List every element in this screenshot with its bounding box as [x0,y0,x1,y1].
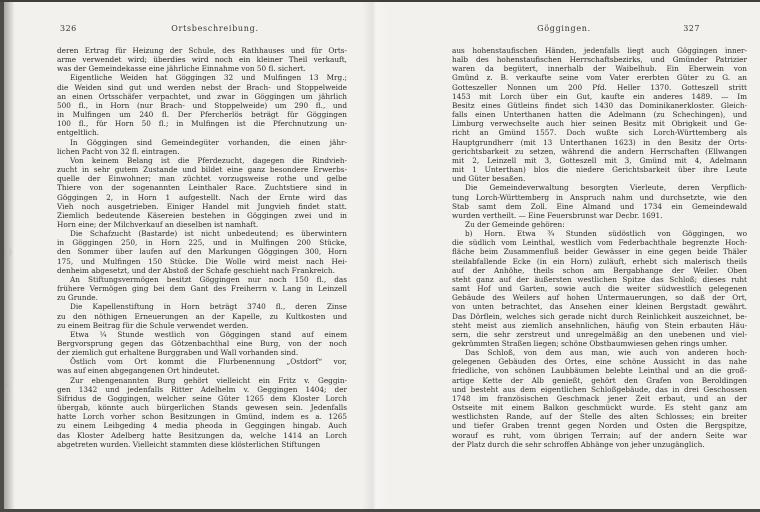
text-line: Eigentliche Weiden hat Göggingen 32 und Mulfingen 13 Mrg.; [70,73,347,83]
text-line: von unten betrachtet, das Ansehen einer kleinen Bergstadt gewährt. [452,302,747,312]
text-line: gelegenen Gebäuden des Ortes, eine schöne Aussicht in das nahe [452,357,747,367]
text-line: Bergvorsprung gegen das Götzenbachthal eine Burg, von der noch [57,339,347,348]
text-line: denheim abgesetzt, und der Abstoß der Schafe geschieht nach Frankreich. [57,265,335,275]
text-line: entgeltlich. [57,128,99,138]
text-line: lichen Pacht von 32 fl. eintragen. [57,146,180,156]
text-line: friedliche, von schönen Laubbäumen belebte Leinthal und an die groß- [452,366,747,376]
text-line: der ziemlich gut erhaltene Burggraben und Wall vorhanden sind. [57,348,299,358]
text-line: Thiere von der sogenannten Leinthaler Race. Zuchtstiere sind in [57,183,347,193]
text-line: 175, und Mulfingen 150 Stücke. Die Wolle wird meist nach Hei- [57,256,347,266]
text-line: Gebäude des Weilers auf hohen Untermauerungen, so daß der Ort, [452,293,747,303]
text-line: deren Ertrag für Heizung der Schule, des Rathhauses und für Orts- [57,46,347,55]
text-line: Das Dörflein, welches sich gerade nicht durch Reinlichkeit auszeichnet, be- [452,311,747,321]
text-line: waren da begütert, innerhalb der Waibelhub. Ein Eberwein von [452,64,747,74]
text-line: zucht in sehr gutem Zustande und bildet eine ganz besondere Erwerbs- [57,165,347,175]
text-line: frühere Vermögen ging bei dem Gant des Freiherrn v. Lang in Leinzell [57,284,347,294]
text-line: zu einem Leibgeding 4 media pheoda in Geggingen hingab. Auch [57,421,347,431]
text-line: auf der Anhöhe, theils schon am Bergabhange der Weiler. Oben [452,265,747,275]
text-line: Die Schafzucht (Bastarde) ist nicht unbedeutend; es überwintern [70,229,347,239]
text-line: die südlich vom Leinthal, westlich vom Federbachthale begrenzte Hoch- [452,238,747,248]
text-line: tung Lorch-Württemberg in Anspruch nahm und durchsetzte, wie den [452,192,747,202]
text-line: halb des hohenstaufischen Herrschaftsbezirks, und Gmünder Patrizier [452,55,747,65]
text-line: und besteht aus dem eigentlichen Schloßgebäude, das in drei Geschossen [452,384,747,394]
text-line: die Weiden sind gut und werden nebst der Brach- und Stoppelweide [57,82,347,92]
page-number-right: 327 [683,24,700,33]
text-line: Zur ebengenannten Burg gehört vielleicht ein Fritz v. Geggin- [70,375,347,385]
text-line: Hauptgrundherr (mit 13 Unterthanen 1623) in den Besitz der Orts- [452,137,747,147]
text-line: Ostseite mit einem Balkon geschmückt wurde. Es steht ganz am [452,403,747,413]
text-line: steht meist aus ziemlich ansehnlichen, häufig von Stein erbauten Häu- [452,320,747,330]
text-line: Sifridus de Goggingen, welcher seine Güter 1265 dem Kloster Lorch [57,393,347,403]
text-line: in Göggingen 250, in Horn 225, und in Mulfingen 200 Stücke, [57,238,347,248]
page-gutter-shadow [362,2,388,509]
text-line: fläche beim Zusammenfluß beider Gewässer in eine gegen beide Thäler [452,247,747,257]
text-line: 1453 mit Lorch über ein Gut, kaufte ein anderes 1489. — Im [452,91,747,101]
text-line: zu Grunde. [57,293,98,303]
text-line: was der Gemeindekasse eine jährliche Einnahme von 50 fl. sichert. [57,64,306,74]
text-line: 500 fl., in Horn (nur Brach- und Stoppelweide) um 290 fl., und [57,100,347,110]
text-line: Gmünd z. B. verkaufte seine vom Vater ererbten Güter zu G. an [452,73,747,83]
text-line: an einen Ortsschäfer verpachtet, und zwar in Göggingen um jährlich [57,91,347,101]
text-line: steilabfallende Ecke (in ein Horn) zuläuft, erhebt sich malerisch theils [452,256,747,266]
text-line: den Sommer über laufen auf den Markungen Göggingen 300, Horn [57,247,347,257]
text-line: Zu der Gemeinde gehören: [465,219,565,229]
text-line: gen 1342 und jedenfalls Ritter Adelhelm v. Geggingen 1404; der [57,384,347,394]
text-line: Göggingen 2, in Horn 1 aufgestellt. Nach der Ernte wird das [57,192,347,202]
text-line: samt Hof und Garten, sowie auch die weiter südwestlich gelegenen [452,284,747,294]
text-line: arme verwendet wird; überdies wird noch ein kleiner Theil verkauft, [57,55,347,65]
page-text-left [57,46,347,449]
scan-edge-top [0,0,760,2]
text-line: mit 2, Leinzell mit 3, Gotteszell mit 3, Gmünd mit 4, Adelmann [452,155,747,165]
text-line: und Güter besaßen. [452,174,526,184]
text-line: falls einen Unterthanen hatten die Adelmann (zu Schechingen), und [452,110,747,120]
scan-smudge [7,248,12,256]
text-line: Stab samt dem Zoll. Eine Almand und 1734 ein Gemeindewald [452,201,747,211]
text-line: Die Kapellenstiftung in Horn beträgt 3740 fl., deren Zinse [70,302,347,312]
scan-edge-left-light [4,0,14,512]
text-line: gerichtsbarkeit zu setzen, während die andern Herrschaften (Ellwangen [452,146,747,156]
text-line: Ziemlich bedeutende Käsereien bestehen in Göggingen zwei und in [57,210,347,220]
page-header-left [60,24,370,35]
scan-smudge [6,388,10,394]
text-line: der Platz durch die sehr schroffen Abhänge von jeher unzugänglich. [452,439,705,449]
text-line: und tiefer Graben trennt gegen Norden und Osten die Bergspitze, [452,421,747,431]
running-title-right: Göggingen. [537,24,591,33]
text-line: hatte Lorch vorher schon Besitzungen in Gmünd, indem es a. 1265 [57,412,347,422]
scan-edge-left-dark [0,0,4,512]
text-line: in Mulfingen um 240 fl. Der Pfercherlös beträgt für Göggingen [57,110,347,120]
page-header-right [428,24,700,35]
text-line: übergab, könnte auch bürgerlichen Stands gewesen sein. Jedenfalls [57,403,347,413]
page-number-left: 326 [60,24,77,33]
running-title-left: Ortsbeschreibung. [171,24,259,33]
text-line: aus hohenstaufischen Händen, jedenfalls liegt auch Göggingen inner- [452,46,747,55]
text-line: abgetreten wurden. Vielleicht stammten diese klösterlichen Stiftungen [57,439,321,449]
text-line: was auf einen abgegangenen Ort hindeutet. [57,366,220,376]
text-line: mit 1 Unterthan) blos die niedere Gerichtsbarkeit über ihre Leute [452,165,747,175]
page-text-right [452,46,747,449]
text-line: Von keinem Belang ist die Pferdezucht, dagegen die Rindvieh- [70,155,347,165]
text-line: artige Kette der Alb genießt, gehört den Grafen von Beroldingen [452,375,747,385]
text-line: sern, die sehr zerstreut und unregelmäßig an den unebenen und viel- [452,329,747,339]
text-line: westlichsten Rande, auf der Stelle des alten Schlosses; ein breiter [452,412,747,422]
text-line: Besitz eines Gütleins findet sich 1430 das Dominikanerkloster. Gleich- [452,100,747,110]
text-line: An Stiftungsvermögen besitzt Göggingen nur noch 150 fl., das [70,274,347,284]
text-line: richt an Gmünd 1557. Doch wußte sich Lorch-Württemberg als [452,128,747,138]
text-line: 1748 im französischen Geschmack jener Zeit erbaut, und an der [452,393,747,403]
text-line: b) Horn. Etwa ¾ Stunden südöstlich von Göggingen, wo [465,229,747,239]
text-line: Die Gemeindeverwaltung besorgten Vierleute, deren Verpflich- [465,183,747,193]
text-line: quelle der Einwohner; man züchtet vorzugsweise rothe und gelbe [57,174,347,184]
text-line: Das Schloß, von dem aus man, wie auch von anderen hoch- [465,348,747,358]
text-line: wurden vertheilt. — Eine Feuersbrunst war Decbr. 1691. [452,210,663,220]
text-line: In Göggingen sind Gemeindegüter vorhanden, die einen jähr- [70,137,347,147]
text-line: das Kloster Adelberg hatte Besitzungen da, welche 1414 an Lorch [57,430,347,440]
text-line: gekrümmten Straßen liegen; schöne Obstbaumwiesen gehen rings umher. [452,339,728,348]
text-line: zu den nöthigen Erneuerungen an der Kapelle, zu Kultkosten und [57,311,347,321]
text-line: zu einem Beitrag für die Schule verwendet werden. [57,320,249,330]
text-line: Gotteszeller Nonnen um 200 Pfd. Heller 1370. Gotteszell stritt [452,82,747,92]
text-line: Etwa ¼ Stunde westlich von Göggingen stand auf einem [70,329,347,339]
text-line: steht ganz auf der äußersten westlichen Spitze das Schloß; dieses ruht [452,274,747,284]
text-line: worauf es ruht, vom übrigen Terrain; auf der andern Seite war [452,430,747,440]
text-line: Limburg verwechselte auch hier seinen Besitz mit Obrigkeit und Ge- [452,119,747,129]
text-line: Vieh noch ausgetrieben. Einiger Handel mit Jungvieh findet statt. [57,201,347,211]
text-line: Östlich vom Ort kommt die Flurbenennung „Ostdorf“ vor, [70,357,347,367]
text-line: 100 fl., für Horn 50 fl.; in Mulfingen ist die Pferchnutzung un- [57,119,347,129]
text-line: Horn eine; der Milchverkauf an dieselben ist namhaft. [57,219,259,229]
